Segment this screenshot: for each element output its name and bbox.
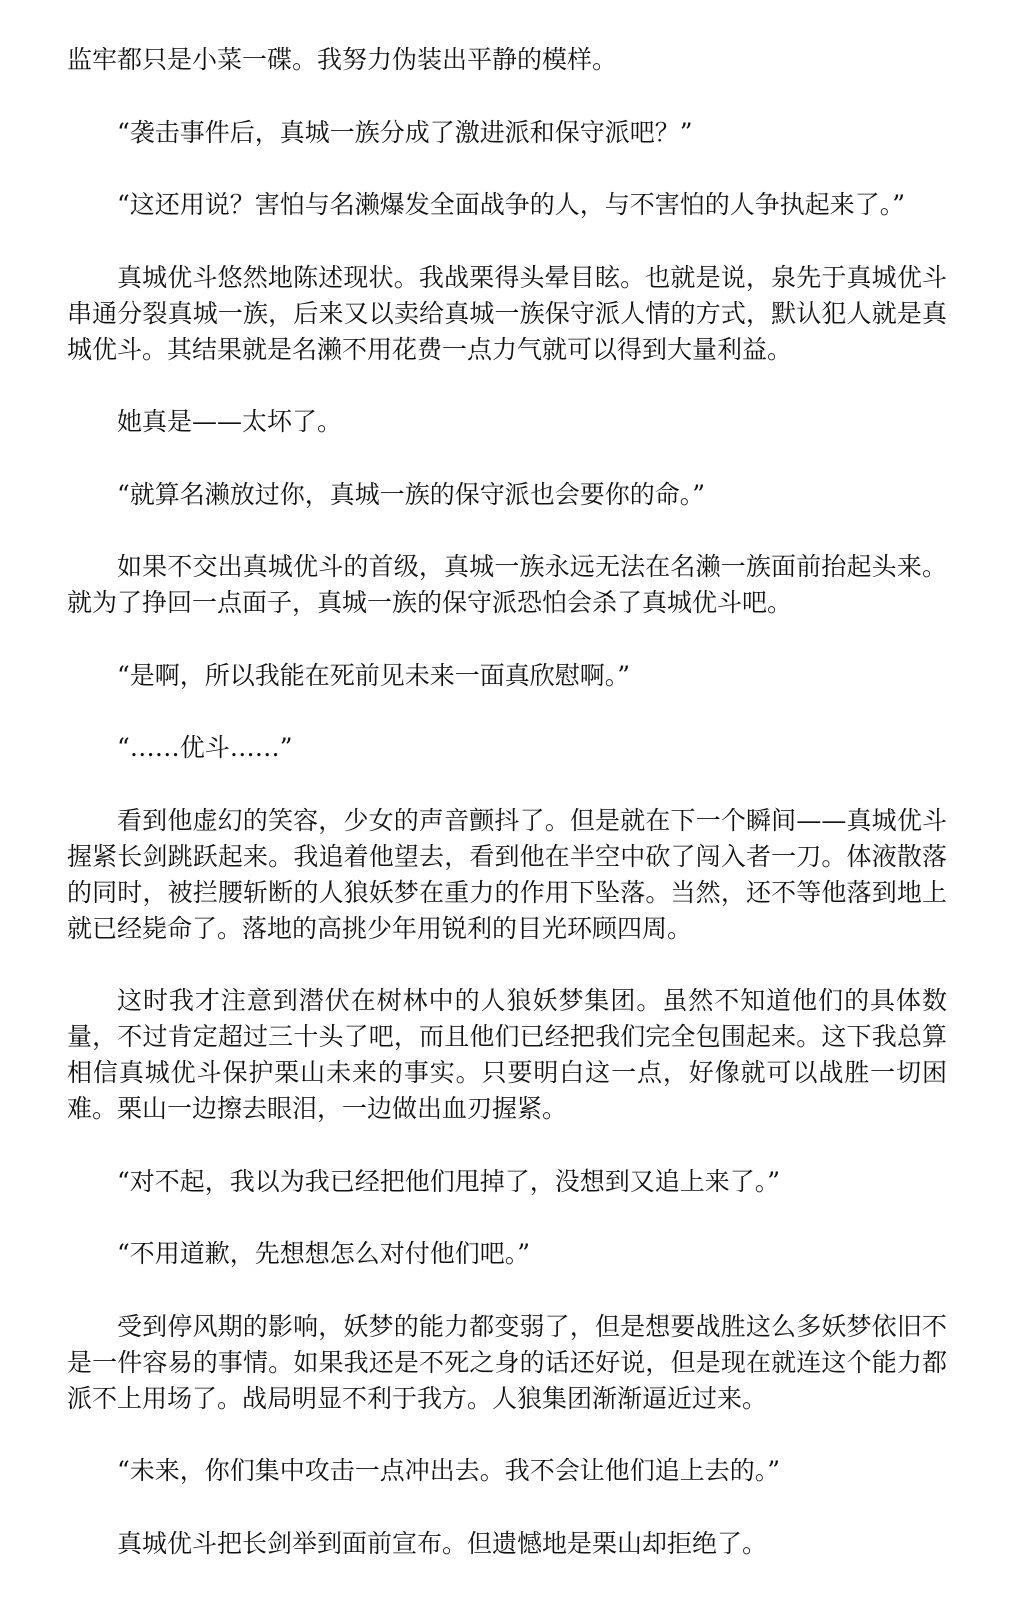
paragraph-12: “对不起，我以为我已经把他们甩掉了，没想到又追上来了。” [117, 1166, 781, 1196]
paragraph-13: “不用道歉，先想想怎么对付他们吧。” [117, 1239, 531, 1268]
paragraph-10: 看到他虚幻的笑容，少女的声音颤抖了。但是就在下一个瞬间——真城优斗握紧长剑跳跃起来。我追着他望去，看到他在半空中砍了闯入者一刀。体液散落的同时，被拦腰斩断的人狼妖梦在重力的作用下坠落。当然，还不等他落到地上就已经毙命了。落地的高挑少年用锐利的目光环顾四周。 [67, 805, 947, 943]
paragraph-8: “是啊，所以我能在死前见未来一面真欣慰啊。” [117, 660, 631, 690]
paragraph-16: 真城优斗把长剑举到面前宣布。但遗憾地是栗山却拒绝了。 [117, 1528, 768, 1558]
paragraph-2: “袭击事件后，真城一族分成了激进派和保守派吧？” [117, 117, 693, 147]
paragraph-6: “就算名濑放过你，真城一族的保守派也会要你的命。” [117, 479, 706, 509]
paragraph-3: “这还用说？害怕与名濑爆发全面战争的人，与不害怕的人争执起来了。” [117, 190, 906, 219]
paragraph-7: 如果不交出真城优斗的首级，真城一族永远无法在名濑一族面前抬起头来。就为了挣回一点面子，真城一族的保守派恐怕会杀了真城优斗吧。 [67, 552, 947, 617]
document-page [67, 42, 947, 1598]
paragraph-15: “未来，你们集中攻击一点冲出去。我不会让他们追上去的。” [117, 1456, 781, 1485]
paragraph-4: 真城优斗悠然地陈述现状。我战栗得头晕目眩。也就是说，泉先于真城优斗串通分裂真城一族，后来又以卖给真城一族保守派人情的方式，默认犯人就是真城优斗。其结果就是名濑不用花费一点力气就可以得到大量利益。 [67, 262, 947, 364]
paragraph-11: 这时我才注意到潜伏在树林中的人狼妖梦集团。虽然不知道他们的具体数量，不过肯定超过三十头了吧，而且他们已经把我们完全包围起来。这下我总算相信真城优斗保护栗山未来的事实。只要明白这一点，好像就可以战胜一切困难。栗山一边擦去眼泪，一边做出血刃握紧。 [67, 986, 947, 1123]
paragraph-9: “……优斗……” [117, 733, 293, 762]
paragraph-1: 监牢都只是小菜一碟。我努力伪装出平静的模样。 [67, 45, 618, 74]
paragraph-14: 受到停风期的影响，妖梦的能力都变弱了，但是想要战胜这么多妖梦依旧不是一件容易的事情。如果我还是不死之身的话还好说，但是现在就连这个能力都派不上用场了。战局明显不利于我方。人狼集团渐渐逼近过来。 [67, 1311, 947, 1413]
paragraph-5: 她真是——太坏了。 [117, 407, 343, 436]
